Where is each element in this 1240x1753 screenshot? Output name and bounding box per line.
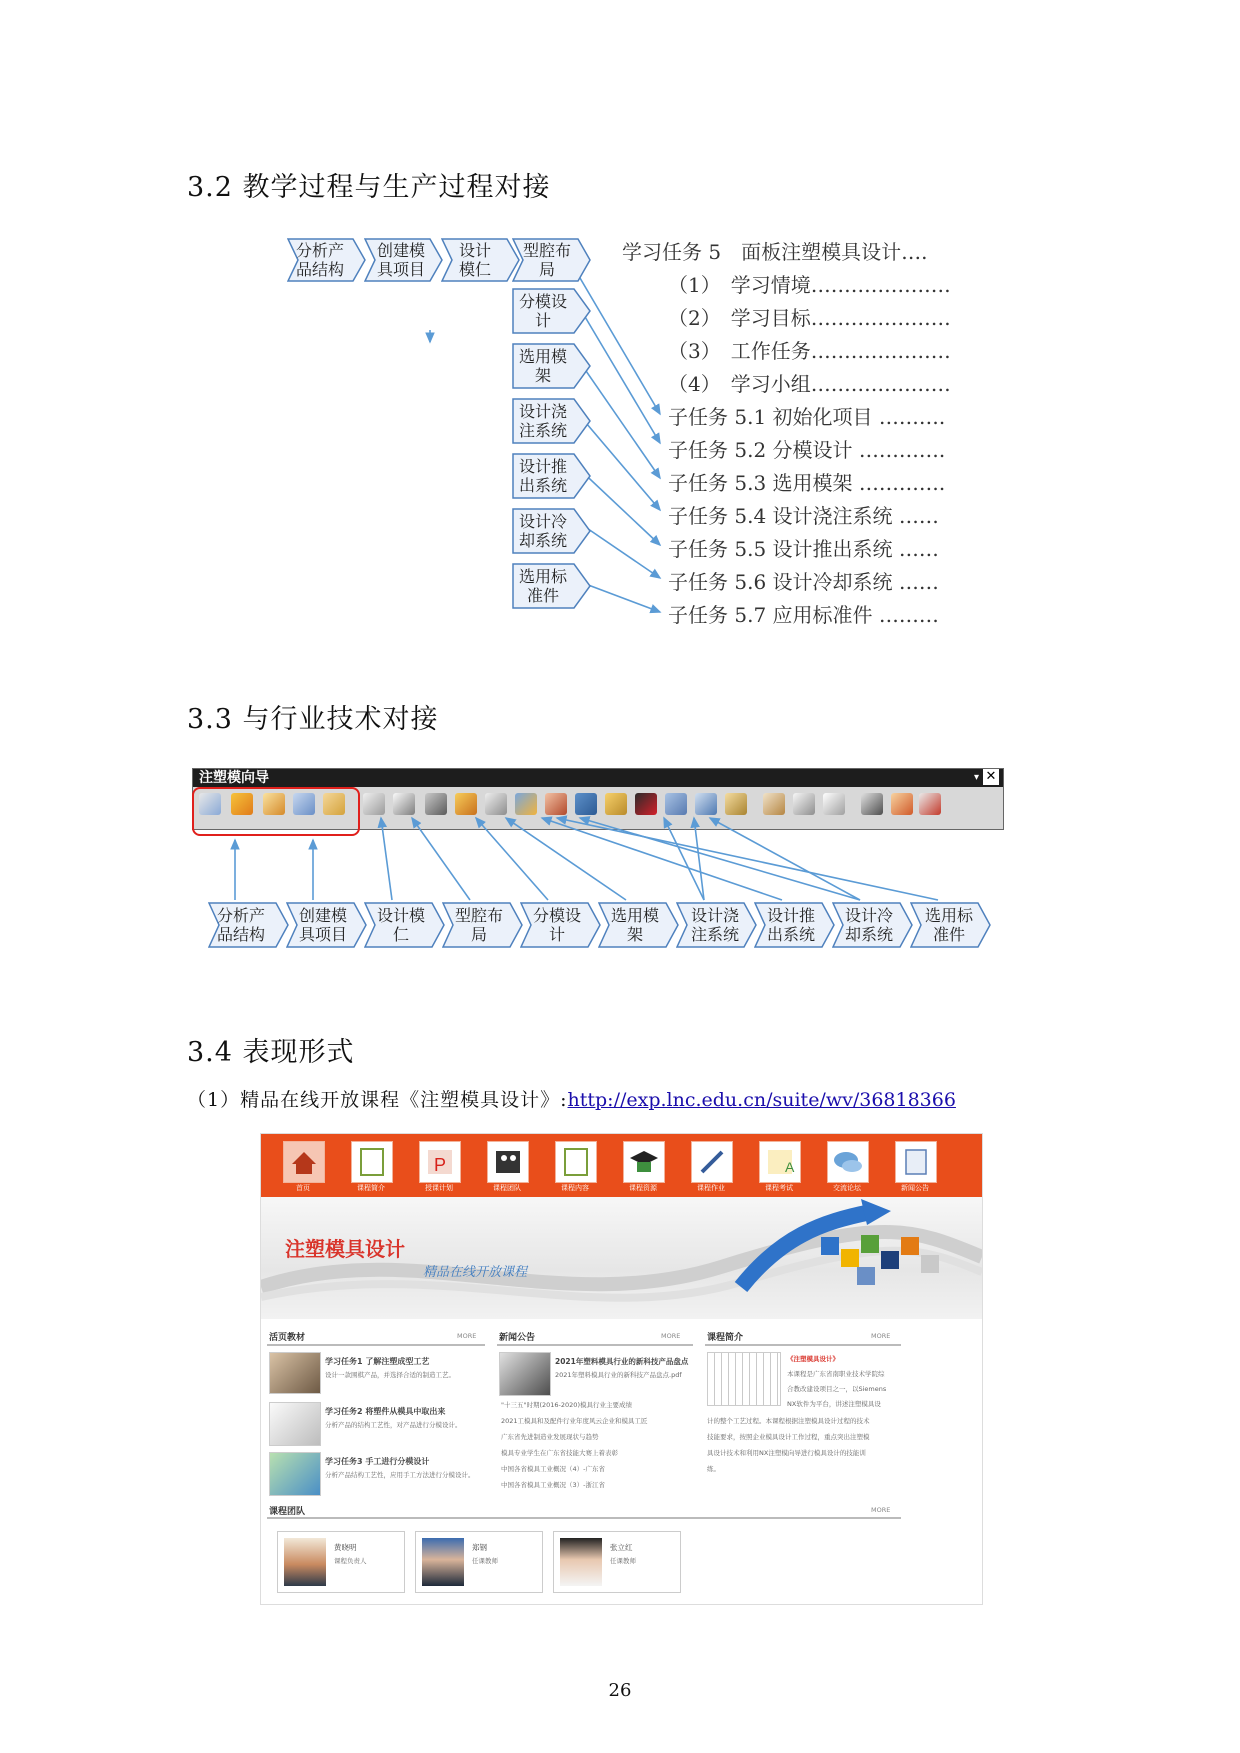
toc-subtask: 子任务 5.1 初始化项目 ……….	[668, 405, 946, 429]
tool-step: 设计浇注系统	[676, 902, 758, 948]
flow-step-ejection: 设计推出系统	[512, 453, 592, 499]
news-item[interactable]: 广东省先进制造业发展现状与趋势	[501, 1433, 599, 1441]
course-intro-line: NX软件为平台，讲述注塑模具设	[787, 1400, 881, 1408]
lesson-title[interactable]: 学习任务1 了解注塑成型工艺	[325, 1357, 430, 1366]
avatar	[284, 1538, 326, 1586]
lesson-thumbnail	[269, 1402, 321, 1446]
tool-step: 创建模具项目	[286, 902, 368, 948]
member-name: 张立红	[610, 1543, 633, 1552]
flow-step-cooling: 设计冷却系统	[512, 508, 592, 554]
more-link[interactable]: MORE	[871, 1506, 891, 1514]
toc-item: （1） 学习情境…………………	[668, 273, 951, 297]
course-line	[187, 1085, 956, 1112]
news-item[interactable]: "十三五"时期(2016-2020)模具行业主要成绩	[501, 1401, 632, 1409]
flow-step-standard-parts: 选用标准件	[512, 563, 592, 609]
nav-news[interactable]: 新闻公告	[893, 1141, 937, 1193]
nav-forum[interactable]: 交流论坛	[825, 1141, 869, 1193]
tool-step: 选用标准件	[910, 902, 992, 948]
member-name: 黄晓明	[334, 1543, 357, 1552]
member-name: 郑钢	[472, 1543, 487, 1552]
svg-text:A: A	[785, 1159, 795, 1175]
nav-exam[interactable]: A 课程考试	[757, 1141, 801, 1193]
avatar	[560, 1538, 602, 1586]
page-number: 26	[608, 1680, 632, 1701]
team-member-card[interactable]	[553, 1531, 681, 1593]
course-prefix: （1）精品在线开放课程《注塑模具设计》:	[187, 1089, 568, 1111]
nav-plan[interactable]: P 授课计划	[417, 1141, 461, 1193]
news-item[interactable]: 模具专业学生在广东省技能大赛上着表彰	[501, 1449, 618, 1457]
nav-content[interactable]: 课程内容	[553, 1141, 597, 1193]
tool-step: 选用模架	[598, 902, 680, 948]
team-member-card[interactable]	[415, 1531, 543, 1593]
toolbar-title: 注塑模向导	[199, 770, 269, 786]
toc-subtask: 子任务 5.3 选用模架 ………….	[668, 471, 946, 495]
member-role: 任课教师	[610, 1557, 636, 1565]
flow-step-gating: 设计浇注系统	[512, 398, 592, 444]
banner-title: 注塑模具设计	[285, 1237, 405, 1261]
lesson-desc: 分析产品结构工艺性，应用手工方法进行分模设计。	[325, 1471, 475, 1479]
col-title: 课程简介	[707, 1333, 744, 1343]
divider	[497, 1344, 693, 1346]
news-item[interactable]: 2021工模具和及配件行业年度风云企业和模具工匠	[501, 1417, 648, 1425]
lesson-desc: 分析产品的结构工艺性，对产品进行分模设计。	[325, 1421, 462, 1429]
toc-item: （2） 学习目标…………………	[668, 306, 951, 330]
course-intro-line: 具设计技术和利用NX注塑模向导进行模具设计的技能训	[707, 1449, 866, 1457]
section-heading-3-2: 3.2 教学过程与生产过程对接	[187, 172, 551, 203]
toc-subtask: 子任务 5.5 设计推出系统 ……	[668, 537, 939, 561]
close-icon[interactable]: ✕	[983, 769, 999, 785]
course-intro-line: 本课程是广东省南职业技术学院综	[787, 1370, 885, 1378]
toc-subtask: 子任务 5.4 设计浇注系统 ……	[668, 504, 939, 528]
nav-resources[interactable]: 课程资源	[621, 1141, 665, 1193]
nav-homework[interactable]: 课程作业	[689, 1141, 733, 1193]
lesson-thumbnail	[269, 1352, 321, 1394]
svg-text:P: P	[433, 1155, 447, 1175]
toc-item: （4） 学习小组…………………	[668, 372, 951, 396]
news-item[interactable]: 中国各省模具工业概况（4）-广东省	[501, 1465, 605, 1473]
divider	[267, 1344, 485, 1346]
team-member-card[interactable]	[277, 1531, 405, 1593]
flow-step-cavity-layout: 型腔布局	[512, 238, 592, 282]
tool-step: 分析产品结构	[208, 902, 290, 948]
divider	[267, 1517, 901, 1519]
col-title: 活页教材	[269, 1333, 306, 1343]
section-heading-3-4: 3.4 表现形式	[187, 1037, 355, 1068]
flow-step-parting: 分模设计	[512, 288, 592, 334]
tool-step: 设计模仁	[364, 902, 446, 948]
lesson-desc: 设计一款围棋产品，并选择合适的制造工艺。	[325, 1371, 455, 1379]
flow-step-analyze-product: 分析产品结构	[287, 238, 367, 282]
member-role: 任课教师	[472, 1557, 498, 1565]
news-thumbnail	[499, 1352, 551, 1396]
lesson-title[interactable]: 学习任务2 将塑件从模具中取出来	[325, 1407, 446, 1416]
avatar	[422, 1538, 464, 1586]
more-link[interactable]: MORE	[661, 1332, 681, 1340]
flow-step-design-core: 设计模仁	[441, 238, 521, 282]
course-book-title: 《注塑模具设计》	[787, 1355, 839, 1363]
tool-step: 型腔布局	[442, 902, 524, 948]
more-link[interactable]: MORE	[871, 1332, 891, 1340]
flow-step-mold-base: 选用模架	[512, 343, 592, 389]
news-headline[interactable]: 2021年塑料模具行业的新科技产品盘点	[555, 1357, 689, 1366]
course-url-link[interactable]: http://exp.lnc.edu.cn/suite/wv/36818366	[567, 1089, 956, 1111]
lesson-title[interactable]: 学习任务3 手工进行分模设计	[325, 1457, 430, 1466]
toc-item: （3） 工作任务…………………	[668, 339, 951, 363]
course-intro-line: 技能要求，按照企业模具设计工作过程，重点突出注塑模	[707, 1433, 870, 1441]
tool-step: 设计推出系统	[754, 902, 836, 948]
tool-step: 分模设计	[520, 902, 602, 948]
section-heading-3-3: 3.3 与行业技术对接	[187, 704, 439, 735]
course-intro-line: 合教改建设项目之一，以Siemens	[787, 1385, 887, 1393]
website-banner	[261, 1197, 982, 1319]
course-intro-line: 练。	[707, 1465, 720, 1473]
nav-team[interactable]: 课程团队	[485, 1141, 529, 1193]
toc-subtask: 子任务 5.2 分模设计 ………….	[668, 438, 946, 462]
course-diagram-thumbnail	[707, 1352, 781, 1406]
nav-intro[interactable]: 课程简介	[349, 1141, 393, 1193]
nav-home[interactable]: 首页	[281, 1141, 325, 1193]
toc-title: 学习任务 5 面板注塑模具设计….	[622, 240, 928, 264]
lesson-thumbnail	[269, 1452, 321, 1496]
toc-subtask: 子任务 5.6 设计冷却系统 ……	[668, 570, 939, 594]
news-headline-desc: 2021年塑料模具行业的新科技产品盘点.pdf	[555, 1371, 682, 1379]
course-intro-line: 计的整个工艺过程。本课程根据注塑模具设计过程的技术	[707, 1417, 870, 1425]
flow-step-create-project: 创建模具项目	[364, 238, 444, 282]
toc-subtask: 子任务 5.7 应用标准件 ………	[668, 603, 939, 627]
more-link[interactable]: MORE	[457, 1332, 477, 1340]
banner-subtitle: 精品在线开放课程	[423, 1265, 528, 1280]
team-title: 课程团队	[269, 1507, 306, 1517]
member-role: 课程负责人	[334, 1557, 367, 1565]
col-title: 新闻公告	[499, 1333, 536, 1343]
website-navbar	[261, 1134, 982, 1197]
news-item[interactable]: 中国各省模具工业概况（3）-浙江省	[501, 1481, 605, 1489]
divider	[705, 1344, 901, 1346]
tool-step: 设计冷却系统	[832, 902, 914, 948]
dropdown-icon[interactable]: ▾	[973, 772, 979, 783]
